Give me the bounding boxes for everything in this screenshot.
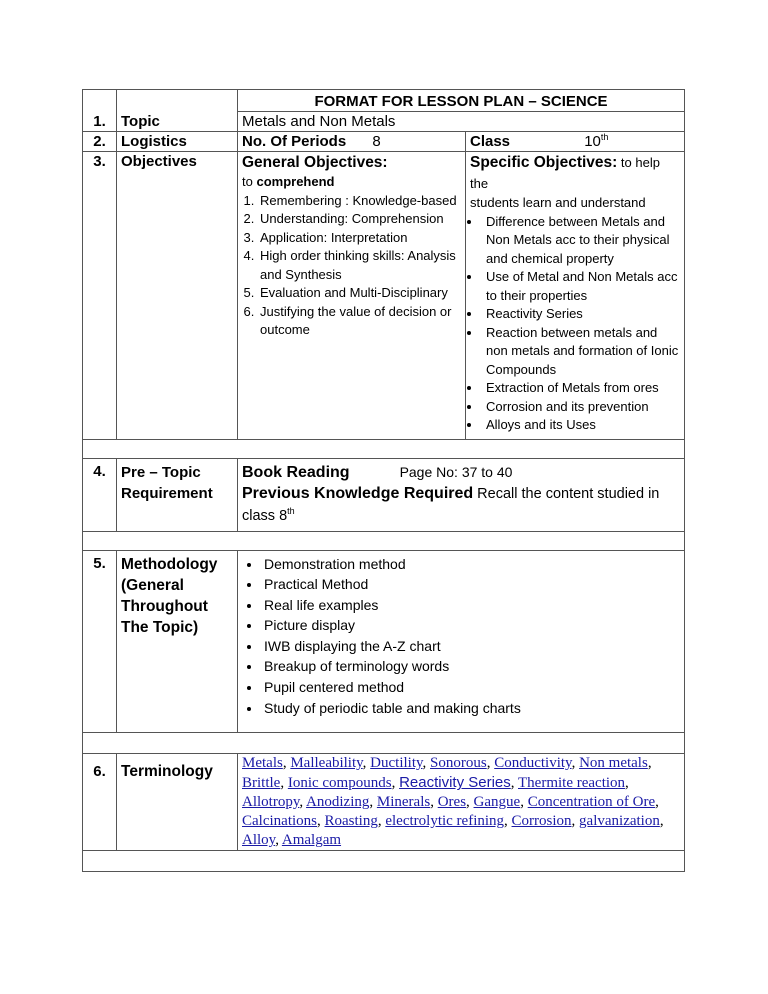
- objectives-row: [83, 152, 685, 440]
- terminology-label: Terminology: [117, 754, 238, 851]
- term-link[interactable]: Thermite reaction: [518, 775, 626, 792]
- pretopic-label: Pre – Topic Requirement: [117, 458, 238, 531]
- row-number: 3.: [83, 152, 117, 440]
- list-item: 3. Application: Interpretation: [258, 229, 461, 248]
- list-item: 1. Remembering : Knowledge-based: [258, 192, 461, 211]
- row-number: 2.: [83, 132, 117, 152]
- title-row: [83, 90, 685, 112]
- term-link[interactable]: Ductility: [370, 755, 423, 772]
- term-link[interactable]: Alloy: [242, 832, 276, 849]
- class-cell: [466, 132, 685, 152]
- term-link[interactable]: Sonorous: [430, 755, 487, 772]
- list-item: 4. High order thinking skills: Analysis and Synthesis: [258, 247, 461, 284]
- logistics-label: Logistics: [117, 132, 238, 152]
- term-link[interactable]: Non metals: [579, 755, 648, 772]
- list-item: 5. Evaluation and Multi-Disciplinary: [258, 284, 461, 303]
- lesson-plan-sheet: [82, 89, 684, 872]
- list-item: • Reactivity Series: [482, 305, 680, 324]
- general-objectives-cell: [238, 152, 466, 440]
- class-label: Class: [470, 133, 511, 150]
- term-link[interactable]: Ores: [437, 794, 467, 811]
- periods-cell: [238, 132, 466, 152]
- pretopic-row: [83, 458, 685, 531]
- term-link[interactable]: Reactivity Series: [399, 774, 511, 792]
- terminology-list: Metals, Malleability, Ductility, Sonorous, Conductivity, Non metals, Brittle, Ionic compounds, Reactivity Series, Thermite reaction, Allotropy, Anodizing, Minerals, Ores, Gangue, Concentration of Ore, Calcinations, Roasting, electrolytic refining, Corrosion, galvanization, Alloy, Amalgam: [238, 754, 685, 851]
- row-number: 4.: [83, 458, 117, 531]
- term-link[interactable]: Gangue: [473, 794, 521, 811]
- topic-row: [83, 112, 685, 132]
- pretopic-content: [238, 458, 685, 531]
- term-link[interactable]: Roasting: [324, 813, 378, 830]
- term-link[interactable]: Brittle: [242, 775, 281, 792]
- term-link[interactable]: Anodizing: [306, 794, 370, 811]
- list-item: • Difference between Metals and Non Metals acc to their physical and chemical property: [482, 213, 680, 269]
- list-item: 2. Understanding: Comprehension: [258, 210, 461, 229]
- page-title: FORMAT FOR LESSON PLAN – SCIENCE: [238, 90, 685, 112]
- methodology-row: [83, 550, 685, 733]
- term-link[interactable]: Malleability: [290, 755, 363, 772]
- list-item: • Use of Metal and Non Metals acc to their properties: [482, 268, 680, 305]
- term-link[interactable]: electrolytic refining: [385, 813, 505, 830]
- general-intro: to comprehend: [242, 174, 335, 189]
- list-item: • IWB displaying the A-Z chart: [262, 636, 680, 657]
- class-value: 10th: [584, 132, 609, 150]
- term-link[interactable]: Amalgam: [281, 832, 342, 849]
- list-item: • Corrosion and its prevention: [482, 398, 680, 417]
- previous-knowledge: Previous Knowledge Required Recall the content studied in class 8th: [242, 484, 660, 524]
- list-item: • Picture display: [262, 615, 680, 636]
- term-link[interactable]: Conductivity: [494, 755, 572, 772]
- list-item: • Extraction of Metals from ores: [482, 379, 680, 398]
- term-link[interactable]: Calcinations: [242, 813, 317, 830]
- specific-objectives-cell: [466, 152, 685, 440]
- term-link[interactable]: Concentration of Ore: [527, 794, 656, 811]
- spacer-row: [83, 531, 685, 550]
- spacer-row: [83, 851, 685, 872]
- topic-value: Metals and Non Metals: [238, 112, 685, 132]
- list-item: • Breakup of terminology words: [262, 656, 680, 677]
- general-objectives-list: [242, 192, 461, 340]
- row-number: 6.: [83, 754, 117, 851]
- list-item: • Real life examples: [262, 595, 680, 616]
- lesson-plan-table: [82, 89, 685, 872]
- list-item: 6. Justifying the value of decision or outcome: [258, 303, 461, 340]
- specific-intro: students learn and understand: [470, 195, 646, 210]
- book-reading: Book Reading Page No: 37 to 40: [242, 463, 513, 481]
- general-objectives-title: General Objectives:: [242, 154, 388, 171]
- methodology-content: [238, 550, 685, 733]
- specific-objectives-title: Specific Objectives: to help the: [470, 154, 660, 191]
- periods-value: 8: [372, 133, 381, 150]
- term-link[interactable]: Allotropy: [242, 794, 300, 811]
- list-item: • Reaction between metals and non metals and formation of Ionic Compounds: [482, 324, 680, 380]
- methodology-label: Methodology (General Throughout The Topic): [117, 550, 238, 733]
- term-link[interactable]: Corrosion: [511, 813, 572, 830]
- term-link[interactable]: galvanization: [579, 813, 660, 830]
- objectives-label: Objectives: [117, 152, 238, 440]
- row-number: 5.: [83, 550, 117, 733]
- spacer-row: [83, 733, 685, 754]
- list-item: • Practical Method: [262, 574, 680, 595]
- list-item: • Study of periodic table and making charts: [262, 698, 680, 719]
- periods-label: No. Of Periods: [242, 133, 347, 150]
- topic-label: Topic: [117, 112, 238, 132]
- methodology-list: [242, 554, 680, 719]
- list-item: • Demonstration method: [262, 554, 680, 575]
- term-link[interactable]: Ionic compounds: [287, 775, 392, 792]
- term-link[interactable]: Minerals: [376, 794, 431, 811]
- terminology-row: [83, 754, 685, 851]
- list-item: • Pupil centered method: [262, 677, 680, 698]
- row-number: 1.: [83, 112, 117, 132]
- logistics-row: [83, 132, 685, 152]
- specific-objectives-list: [470, 213, 680, 435]
- spacer-row: [83, 439, 685, 458]
- term-link[interactable]: Metals: [242, 755, 283, 772]
- list-item: • Alloys and its Uses: [482, 416, 680, 435]
